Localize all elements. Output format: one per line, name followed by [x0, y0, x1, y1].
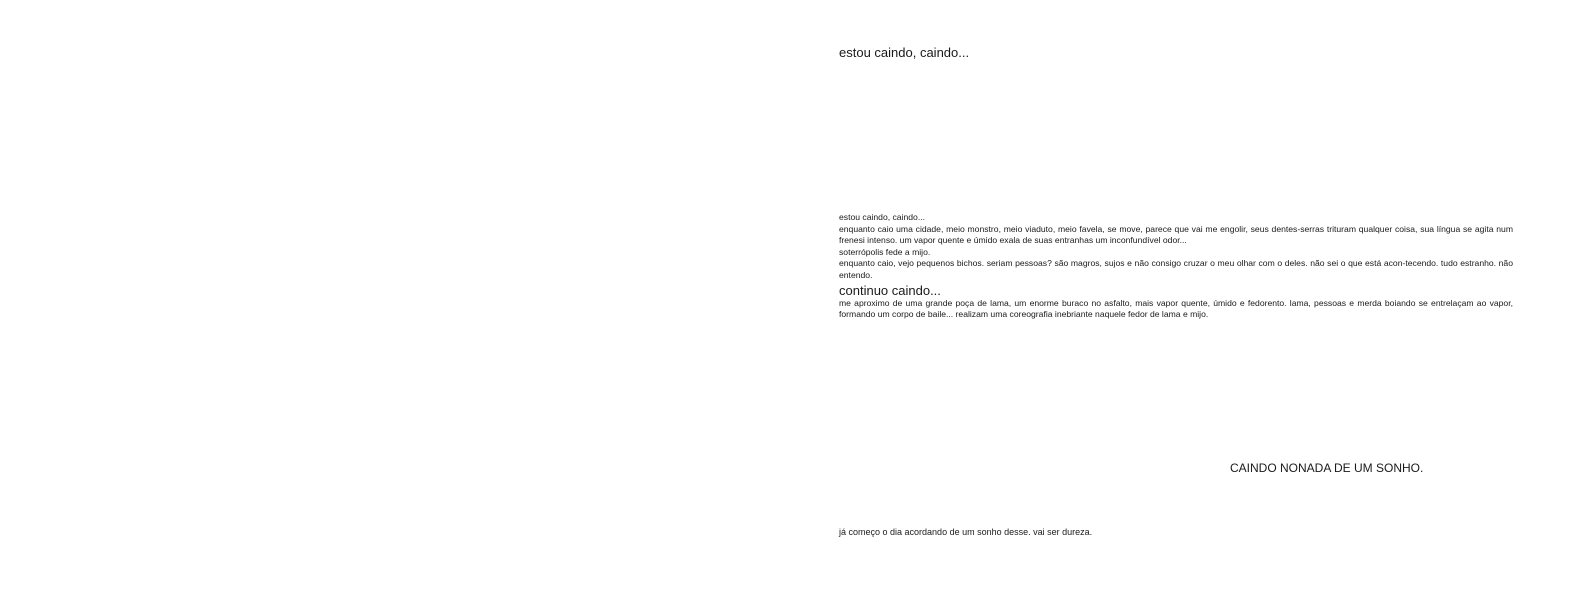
body-subheading: continuo caindo... [839, 282, 941, 298]
body-paragraph-1: estou caindo, caindo... [839, 212, 925, 222]
body-paragraph-5: me aproximo de uma grande poça de lama, um enorme buraco no asfalto, mais vapor quente, úmido e fedorento. lama, pessoas e merda boiando se entrelaçam ao vapor, formando um corpo de baile... realizam uma coreografia inebriante naquele fedor de lama e mijo. [839, 297, 1513, 320]
footer-line: já começo o dia acordando de um sonho desse. vai ser dureza. [839, 527, 1093, 537]
body-paragraph-2: enquanto caio uma cidade, meio monstro, meio viaduto, meio favela, se move, parece que vai me engolir, seus dentes-serras trituram qualquer coisa, sua língua se agita num frenesi intenso. um vapor quente e úmido exala de suas entranhas um inconfundível odor... [839, 223, 1513, 246]
body-text-block [839, 212, 1513, 321]
body-paragraph-4: enquanto caio, vejo pequenos bichos. seriam pessoas? são magros, sujos e não consigo cruzar o meu olhar com o deles. não sei o que está acon-tecendo. tudo estranho. não entendo. [839, 258, 1513, 280]
caption-title: CAINDO NONADA DE UM SONHO. [1230, 461, 1424, 475]
right-page [792, 0, 1584, 612]
body-paragraph-3: soterrópolis fede a mijo. [839, 246, 931, 257]
page-heading: estou caindo, caindo... [839, 45, 970, 60]
